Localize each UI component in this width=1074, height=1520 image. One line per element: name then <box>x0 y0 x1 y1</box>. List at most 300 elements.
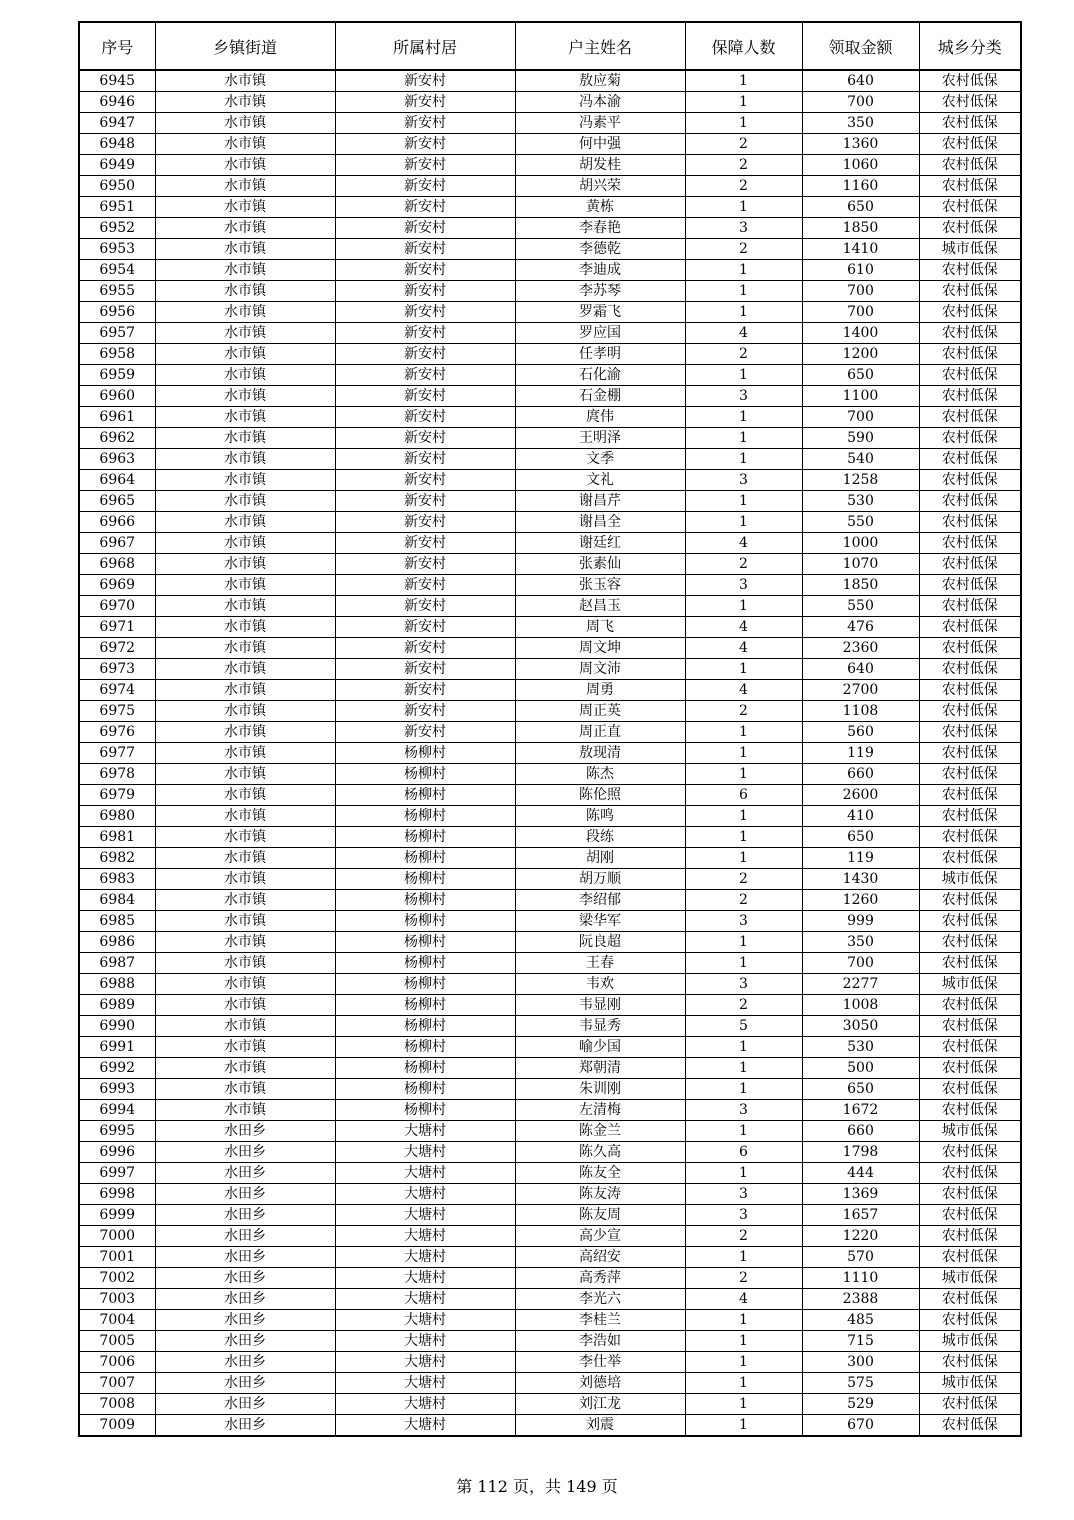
village-cell: 杨柳村 <box>335 764 515 785</box>
serial-cell: 6980 <box>79 806 155 827</box>
persons-cell: 1 <box>685 1394 802 1415</box>
village-cell: 大塘村 <box>335 1394 515 1415</box>
serial-cell: 6997 <box>79 1163 155 1184</box>
amount-cell: 350 <box>802 932 919 953</box>
township-cell: 水市镇 <box>155 134 335 155</box>
category-cell: 农村低保 <box>919 323 1021 344</box>
amount-cell: 640 <box>802 70 919 92</box>
township-cell: 水市镇 <box>155 386 335 407</box>
table-row <box>79 932 1021 953</box>
table-row <box>79 386 1021 407</box>
serial-cell: 7005 <box>79 1331 155 1352</box>
householder-cell: 李桂兰 <box>515 1310 685 1331</box>
amount-cell: 650 <box>802 365 919 386</box>
amount-cell: 2600 <box>802 785 919 806</box>
persons-cell: 1 <box>685 1331 802 1352</box>
persons-cell: 1 <box>685 1079 802 1100</box>
householder-cell: 敖应菊 <box>515 70 685 92</box>
category-cell: 农村低保 <box>919 554 1021 575</box>
amount-cell: 2700 <box>802 680 919 701</box>
table-row <box>79 302 1021 323</box>
village-cell: 新安村 <box>335 386 515 407</box>
township-cell: 水市镇 <box>155 953 335 974</box>
township-cell: 水田乡 <box>155 1373 335 1394</box>
category-cell: 农村低保 <box>919 365 1021 386</box>
village-cell: 大塘村 <box>335 1205 515 1226</box>
category-cell: 城市低保 <box>919 1268 1021 1289</box>
category-cell: 农村低保 <box>919 827 1021 848</box>
township-cell: 水市镇 <box>155 449 335 470</box>
township-cell: 水市镇 <box>155 281 335 302</box>
householder-cell: 朱训刚 <box>515 1079 685 1100</box>
village-cell: 新安村 <box>335 239 515 260</box>
page-footer: 第 112 页，共 149 页 <box>456 1477 618 1496</box>
persons-cell: 3 <box>685 386 802 407</box>
table-row <box>79 869 1021 890</box>
table-row <box>79 92 1021 113</box>
persons-cell: 1 <box>685 428 802 449</box>
serial-cell: 7002 <box>79 1268 155 1289</box>
township-cell: 水市镇 <box>155 533 335 554</box>
township-cell: 水市镇 <box>155 113 335 134</box>
householder-cell: 李苏琴 <box>515 281 685 302</box>
township-cell: 水田乡 <box>155 1289 335 1310</box>
category-cell: 农村低保 <box>919 1289 1021 1310</box>
township-cell: 水市镇 <box>155 995 335 1016</box>
serial-cell: 6998 <box>79 1184 155 1205</box>
persons-cell: 3 <box>685 218 802 239</box>
persons-cell: 3 <box>685 1100 802 1121</box>
category-cell: 农村低保 <box>919 1163 1021 1184</box>
householder-cell: 陈金兰 <box>515 1121 685 1142</box>
householder-cell: 庹伟 <box>515 407 685 428</box>
amount-cell: 530 <box>802 491 919 512</box>
township-cell: 水市镇 <box>155 911 335 932</box>
category-cell: 农村低保 <box>919 470 1021 491</box>
column-header-householder: 户主姓名 <box>515 22 685 70</box>
table-row <box>79 176 1021 197</box>
table-row <box>79 911 1021 932</box>
serial-cell: 6989 <box>79 995 155 1016</box>
householder-cell: 刘震 <box>515 1415 685 1437</box>
householder-cell: 李春艳 <box>515 218 685 239</box>
township-cell: 水市镇 <box>155 869 335 890</box>
township-cell: 水市镇 <box>155 617 335 638</box>
township-cell: 水田乡 <box>155 1352 335 1373</box>
category-cell: 农村低保 <box>919 953 1021 974</box>
serial-cell: 6977 <box>79 743 155 764</box>
township-cell: 水市镇 <box>155 197 335 218</box>
category-cell: 农村低保 <box>919 1079 1021 1100</box>
table-row <box>79 827 1021 848</box>
amount-cell: 1657 <box>802 1205 919 1226</box>
table-row <box>79 1373 1021 1394</box>
amount-cell: 1220 <box>802 1226 919 1247</box>
serial-cell: 7008 <box>79 1394 155 1415</box>
township-cell: 水田乡 <box>155 1163 335 1184</box>
householder-cell: 罗霜飞 <box>515 302 685 323</box>
serial-cell: 7001 <box>79 1247 155 1268</box>
column-header-category: 城乡分类 <box>919 22 1021 70</box>
township-cell: 水市镇 <box>155 764 335 785</box>
village-cell: 大塘村 <box>335 1247 515 1268</box>
persons-cell: 1 <box>685 806 802 827</box>
serial-cell: 6957 <box>79 323 155 344</box>
amount-cell: 1108 <box>802 701 919 722</box>
serial-cell: 6974 <box>79 680 155 701</box>
persons-cell: 2 <box>685 176 802 197</box>
amount-cell: 1258 <box>802 470 919 491</box>
category-cell: 农村低保 <box>919 1058 1021 1079</box>
amount-cell: 119 <box>802 743 919 764</box>
amount-cell: 500 <box>802 1058 919 1079</box>
householder-cell: 冯素平 <box>515 113 685 134</box>
amount-cell: 119 <box>802 848 919 869</box>
serial-cell: 6967 <box>79 533 155 554</box>
category-cell: 城市低保 <box>919 239 1021 260</box>
amount-cell: 1672 <box>802 1100 919 1121</box>
persons-cell: 4 <box>685 323 802 344</box>
householder-cell: 石化渝 <box>515 365 685 386</box>
table-row <box>79 1247 1021 1268</box>
category-cell: 农村低保 <box>919 680 1021 701</box>
persons-cell: 1 <box>685 1310 802 1331</box>
amount-cell: 1850 <box>802 575 919 596</box>
table-row <box>79 239 1021 260</box>
householder-cell: 左清梅 <box>515 1100 685 1121</box>
category-cell: 农村低保 <box>919 1394 1021 1415</box>
persons-cell: 4 <box>685 1289 802 1310</box>
persons-cell: 1 <box>685 197 802 218</box>
table-row <box>79 113 1021 134</box>
householder-cell: 陈杰 <box>515 764 685 785</box>
householder-cell: 文季 <box>515 449 685 470</box>
persons-cell: 1 <box>685 1037 802 1058</box>
category-cell: 农村低保 <box>919 890 1021 911</box>
village-cell: 新安村 <box>335 281 515 302</box>
serial-cell: 6995 <box>79 1121 155 1142</box>
serial-cell: 6993 <box>79 1079 155 1100</box>
serial-cell: 6950 <box>79 176 155 197</box>
village-cell: 新安村 <box>335 260 515 281</box>
township-cell: 水市镇 <box>155 743 335 764</box>
persons-cell: 2 <box>685 701 802 722</box>
village-cell: 新安村 <box>335 449 515 470</box>
householder-cell: 韦显秀 <box>515 1016 685 1037</box>
amount-cell: 715 <box>802 1331 919 1352</box>
persons-cell: 2 <box>685 134 802 155</box>
serial-cell: 6964 <box>79 470 155 491</box>
village-cell: 新安村 <box>335 659 515 680</box>
village-cell: 大塘村 <box>335 1289 515 1310</box>
township-cell: 水市镇 <box>155 70 335 92</box>
table-row <box>79 890 1021 911</box>
village-cell: 新安村 <box>335 302 515 323</box>
village-cell: 新安村 <box>335 407 515 428</box>
householder-cell: 胡兴荣 <box>515 176 685 197</box>
category-cell: 农村低保 <box>919 995 1021 1016</box>
amount-cell: 1110 <box>802 1268 919 1289</box>
serial-cell: 6973 <box>79 659 155 680</box>
township-cell: 水田乡 <box>155 1310 335 1331</box>
householder-cell: 周勇 <box>515 680 685 701</box>
serial-cell: 6994 <box>79 1100 155 1121</box>
category-cell: 农村低保 <box>919 407 1021 428</box>
township-cell: 水市镇 <box>155 1016 335 1037</box>
category-cell: 城市低保 <box>919 1373 1021 1394</box>
amount-cell: 350 <box>802 113 919 134</box>
persons-cell: 1 <box>685 1247 802 1268</box>
householder-cell: 李浩如 <box>515 1331 685 1352</box>
persons-cell: 3 <box>685 974 802 995</box>
persons-cell: 2 <box>685 155 802 176</box>
village-cell: 新安村 <box>335 554 515 575</box>
serial-cell: 6996 <box>79 1142 155 1163</box>
township-cell: 水市镇 <box>155 638 335 659</box>
persons-cell: 1 <box>685 70 802 92</box>
amount-cell: 2388 <box>802 1289 919 1310</box>
amount-cell: 1850 <box>802 218 919 239</box>
village-cell: 新安村 <box>335 575 515 596</box>
amount-cell: 550 <box>802 512 919 533</box>
table-row <box>79 155 1021 176</box>
village-cell: 杨柳村 <box>335 743 515 764</box>
village-cell: 大塘村 <box>335 1373 515 1394</box>
village-cell: 新安村 <box>335 218 515 239</box>
village-cell: 杨柳村 <box>335 1058 515 1079</box>
householder-cell: 罗应国 <box>515 323 685 344</box>
serial-cell: 6968 <box>79 554 155 575</box>
serial-cell: 6975 <box>79 701 155 722</box>
category-cell: 农村低保 <box>919 848 1021 869</box>
table-row <box>79 218 1021 239</box>
table-row <box>79 1331 1021 1352</box>
village-cell: 新安村 <box>335 176 515 197</box>
table-row <box>79 1163 1021 1184</box>
category-cell: 农村低保 <box>919 1415 1021 1437</box>
village-cell: 杨柳村 <box>335 869 515 890</box>
amount-cell: 700 <box>802 407 919 428</box>
amount-cell: 670 <box>802 1415 919 1437</box>
table-row <box>79 638 1021 659</box>
township-cell: 水市镇 <box>155 575 335 596</box>
township-cell: 水田乡 <box>155 1268 335 1289</box>
township-cell: 水市镇 <box>155 428 335 449</box>
householder-cell: 任孝明 <box>515 344 685 365</box>
householder-cell: 冯本渝 <box>515 92 685 113</box>
householder-cell: 喻少国 <box>515 1037 685 1058</box>
amount-cell: 485 <box>802 1310 919 1331</box>
serial-cell: 6988 <box>79 974 155 995</box>
persons-cell: 1 <box>685 113 802 134</box>
township-cell: 水市镇 <box>155 1058 335 1079</box>
serial-cell: 6971 <box>79 617 155 638</box>
serial-cell: 6976 <box>79 722 155 743</box>
column-header-persons: 保障人数 <box>685 22 802 70</box>
table-row <box>79 1058 1021 1079</box>
persons-cell: 1 <box>685 722 802 743</box>
amount-cell: 3050 <box>802 1016 919 1037</box>
village-cell: 大塘村 <box>335 1121 515 1142</box>
table-row <box>79 743 1021 764</box>
table-row <box>79 512 1021 533</box>
householder-cell: 陈友全 <box>515 1163 685 1184</box>
table-row <box>79 764 1021 785</box>
township-cell: 水市镇 <box>155 554 335 575</box>
table-row <box>79 323 1021 344</box>
category-cell: 农村低保 <box>919 617 1021 638</box>
serial-cell: 6970 <box>79 596 155 617</box>
category-cell: 农村低保 <box>919 113 1021 134</box>
table-row <box>79 281 1021 302</box>
table-row <box>79 554 1021 575</box>
serial-cell: 6948 <box>79 134 155 155</box>
serial-cell: 6965 <box>79 491 155 512</box>
amount-cell: 1798 <box>802 1142 919 1163</box>
persons-cell: 1 <box>685 1373 802 1394</box>
allowance-table <box>78 21 1022 1437</box>
amount-cell: 1369 <box>802 1184 919 1205</box>
table-body <box>79 70 1021 1436</box>
amount-cell: 700 <box>802 302 919 323</box>
category-cell: 农村低保 <box>919 806 1021 827</box>
householder-cell: 石金棚 <box>515 386 685 407</box>
village-cell: 大塘村 <box>335 1415 515 1437</box>
serial-cell: 7000 <box>79 1226 155 1247</box>
amount-cell: 660 <box>802 1121 919 1142</box>
category-cell: 农村低保 <box>919 785 1021 806</box>
village-cell: 大塘村 <box>335 1184 515 1205</box>
householder-cell: 何中强 <box>515 134 685 155</box>
serial-cell: 7007 <box>79 1373 155 1394</box>
householder-cell: 李迪成 <box>515 260 685 281</box>
village-cell: 杨柳村 <box>335 953 515 974</box>
householder-cell: 高少宣 <box>515 1226 685 1247</box>
table-row <box>79 1310 1021 1331</box>
category-cell: 城市低保 <box>919 1331 1021 1352</box>
township-cell: 水市镇 <box>155 344 335 365</box>
table-row <box>79 848 1021 869</box>
table-row <box>79 785 1021 806</box>
householder-cell: 王明泽 <box>515 428 685 449</box>
persons-cell: 1 <box>685 92 802 113</box>
table-row <box>79 344 1021 365</box>
persons-cell: 5 <box>685 1016 802 1037</box>
amount-cell: 1360 <box>802 134 919 155</box>
village-cell: 新安村 <box>335 92 515 113</box>
amount-cell: 1430 <box>802 869 919 890</box>
amount-cell: 700 <box>802 92 919 113</box>
householder-cell: 段练 <box>515 827 685 848</box>
category-cell: 农村低保 <box>919 344 1021 365</box>
amount-cell: 650 <box>802 827 919 848</box>
township-cell: 水田乡 <box>155 1121 335 1142</box>
amount-cell: 476 <box>802 617 919 638</box>
table-row <box>79 1415 1021 1437</box>
householder-cell: 韦欢 <box>515 974 685 995</box>
township-cell: 水市镇 <box>155 974 335 995</box>
category-cell: 城市低保 <box>919 1121 1021 1142</box>
village-cell: 大塘村 <box>335 1226 515 1247</box>
village-cell: 杨柳村 <box>335 932 515 953</box>
amount-cell: 2277 <box>802 974 919 995</box>
serial-cell: 6982 <box>79 848 155 869</box>
persons-cell: 2 <box>685 869 802 890</box>
township-cell: 水市镇 <box>155 302 335 323</box>
township-cell: 水市镇 <box>155 701 335 722</box>
amount-cell: 1008 <box>802 995 919 1016</box>
serial-cell: 7009 <box>79 1415 155 1437</box>
category-cell: 农村低保 <box>919 1310 1021 1331</box>
householder-cell: 周正直 <box>515 722 685 743</box>
township-cell: 水市镇 <box>155 1100 335 1121</box>
persons-cell: 4 <box>685 638 802 659</box>
householder-cell: 文礼 <box>515 470 685 491</box>
serial-cell: 6985 <box>79 911 155 932</box>
category-cell: 农村低保 <box>919 218 1021 239</box>
category-cell: 农村低保 <box>919 533 1021 554</box>
householder-cell: 李绍郁 <box>515 890 685 911</box>
table-row <box>79 1226 1021 1247</box>
township-cell: 水市镇 <box>155 1037 335 1058</box>
village-cell: 杨柳村 <box>335 848 515 869</box>
category-cell: 农村低保 <box>919 512 1021 533</box>
village-cell: 新安村 <box>335 617 515 638</box>
township-cell: 水田乡 <box>155 1247 335 1268</box>
table-row <box>79 1121 1021 1142</box>
category-cell: 农村低保 <box>919 281 1021 302</box>
amount-cell: 550 <box>802 596 919 617</box>
village-cell: 大塘村 <box>335 1331 515 1352</box>
householder-cell: 陈友涛 <box>515 1184 685 1205</box>
persons-cell: 6 <box>685 1142 802 1163</box>
amount-cell: 570 <box>802 1247 919 1268</box>
category-cell: 农村低保 <box>919 1184 1021 1205</box>
householder-cell: 黄栋 <box>515 197 685 218</box>
serial-cell: 6999 <box>79 1205 155 1226</box>
column-header-amount: 领取金额 <box>802 22 919 70</box>
householder-cell: 周正英 <box>515 701 685 722</box>
village-cell: 新安村 <box>335 701 515 722</box>
householder-cell: 李仕举 <box>515 1352 685 1373</box>
table-row <box>79 1100 1021 1121</box>
village-cell: 大塘村 <box>335 1268 515 1289</box>
category-cell: 农村低保 <box>919 596 1021 617</box>
householder-cell: 谢昌芹 <box>515 491 685 512</box>
township-cell: 水市镇 <box>155 155 335 176</box>
township-cell: 水市镇 <box>155 785 335 806</box>
township-cell: 水市镇 <box>155 260 335 281</box>
table-row <box>79 428 1021 449</box>
village-cell: 杨柳村 <box>335 890 515 911</box>
township-cell: 水市镇 <box>155 218 335 239</box>
householder-cell: 刘江龙 <box>515 1394 685 1415</box>
category-cell: 农村低保 <box>919 1016 1021 1037</box>
householder-cell: 周文坤 <box>515 638 685 659</box>
township-cell: 水市镇 <box>155 827 335 848</box>
village-cell: 新安村 <box>335 365 515 386</box>
serial-cell: 6990 <box>79 1016 155 1037</box>
serial-cell: 6992 <box>79 1058 155 1079</box>
table-row <box>79 680 1021 701</box>
category-cell: 农村低保 <box>919 701 1021 722</box>
serial-cell: 6979 <box>79 785 155 806</box>
village-cell: 新安村 <box>335 323 515 344</box>
village-cell: 新安村 <box>335 722 515 743</box>
householder-cell: 梁华军 <box>515 911 685 932</box>
table-row <box>79 407 1021 428</box>
persons-cell: 3 <box>685 470 802 491</box>
